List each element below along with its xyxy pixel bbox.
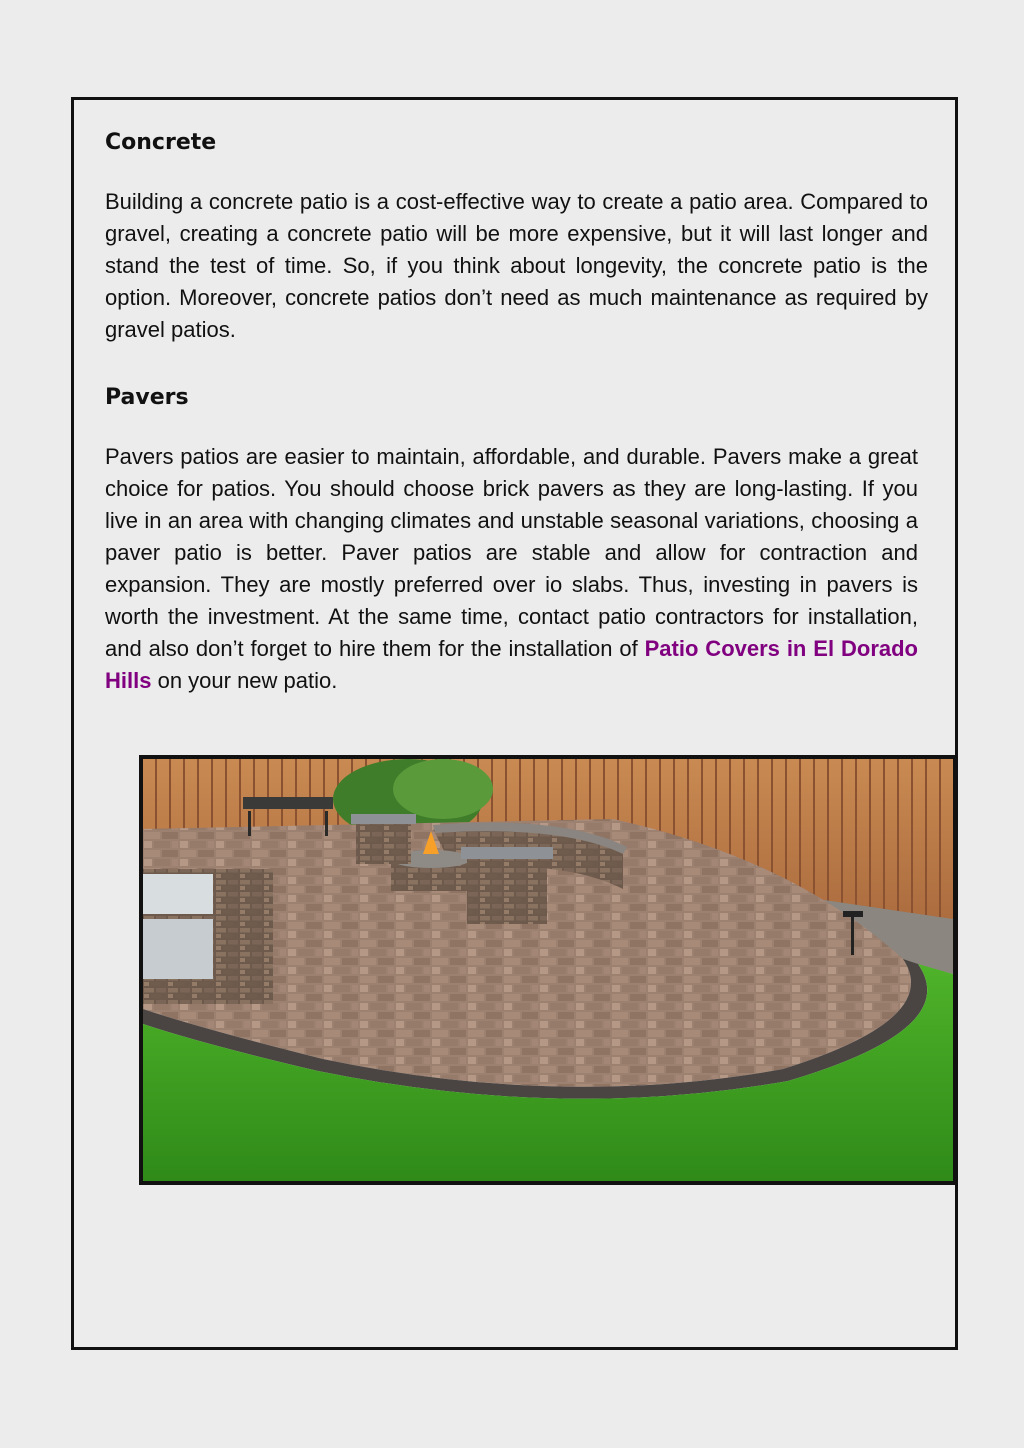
- pavers-text-end: on your new patio.: [151, 668, 338, 693]
- paragraph-pavers: [105, 441, 918, 697]
- patio-covers-link[interactable]: Patio Covers in El Dorado Hills: [105, 636, 918, 693]
- pavers-text: Pavers patios are easier to maintain, affordable, and durable. Pavers make a great choice for patios. You should choose brick pavers as they are long-lasting. If you live in an area with changing climates and unstable seasonal variations, choosing a paver patio is better. Paver patios are stable and allow for contraction and expansion. They are mostly preferred over io slabs. Thus, investing in pavers is worth the investment. At the same time, contact patio contractors for installation, and also don’t forget to hire them for the installation of: [105, 444, 918, 661]
- page-frame: [71, 97, 958, 1350]
- heading-pavers: Pavers: [105, 385, 189, 410]
- heading-concrete: Concrete: [105, 130, 217, 155]
- paragraph-concrete: Building a concrete patio is a cost-effective way to create a patio area. Compared to gravel, creating a concrete patio will be more expensive, but it will last longer and stand the test of time. So, if you think about longevity, the concrete patio is the option. Moreover, concrete patios don’t need as much maintenance as required by gravel patios.: [105, 189, 928, 342]
- patio-photo: [139, 755, 957, 1185]
